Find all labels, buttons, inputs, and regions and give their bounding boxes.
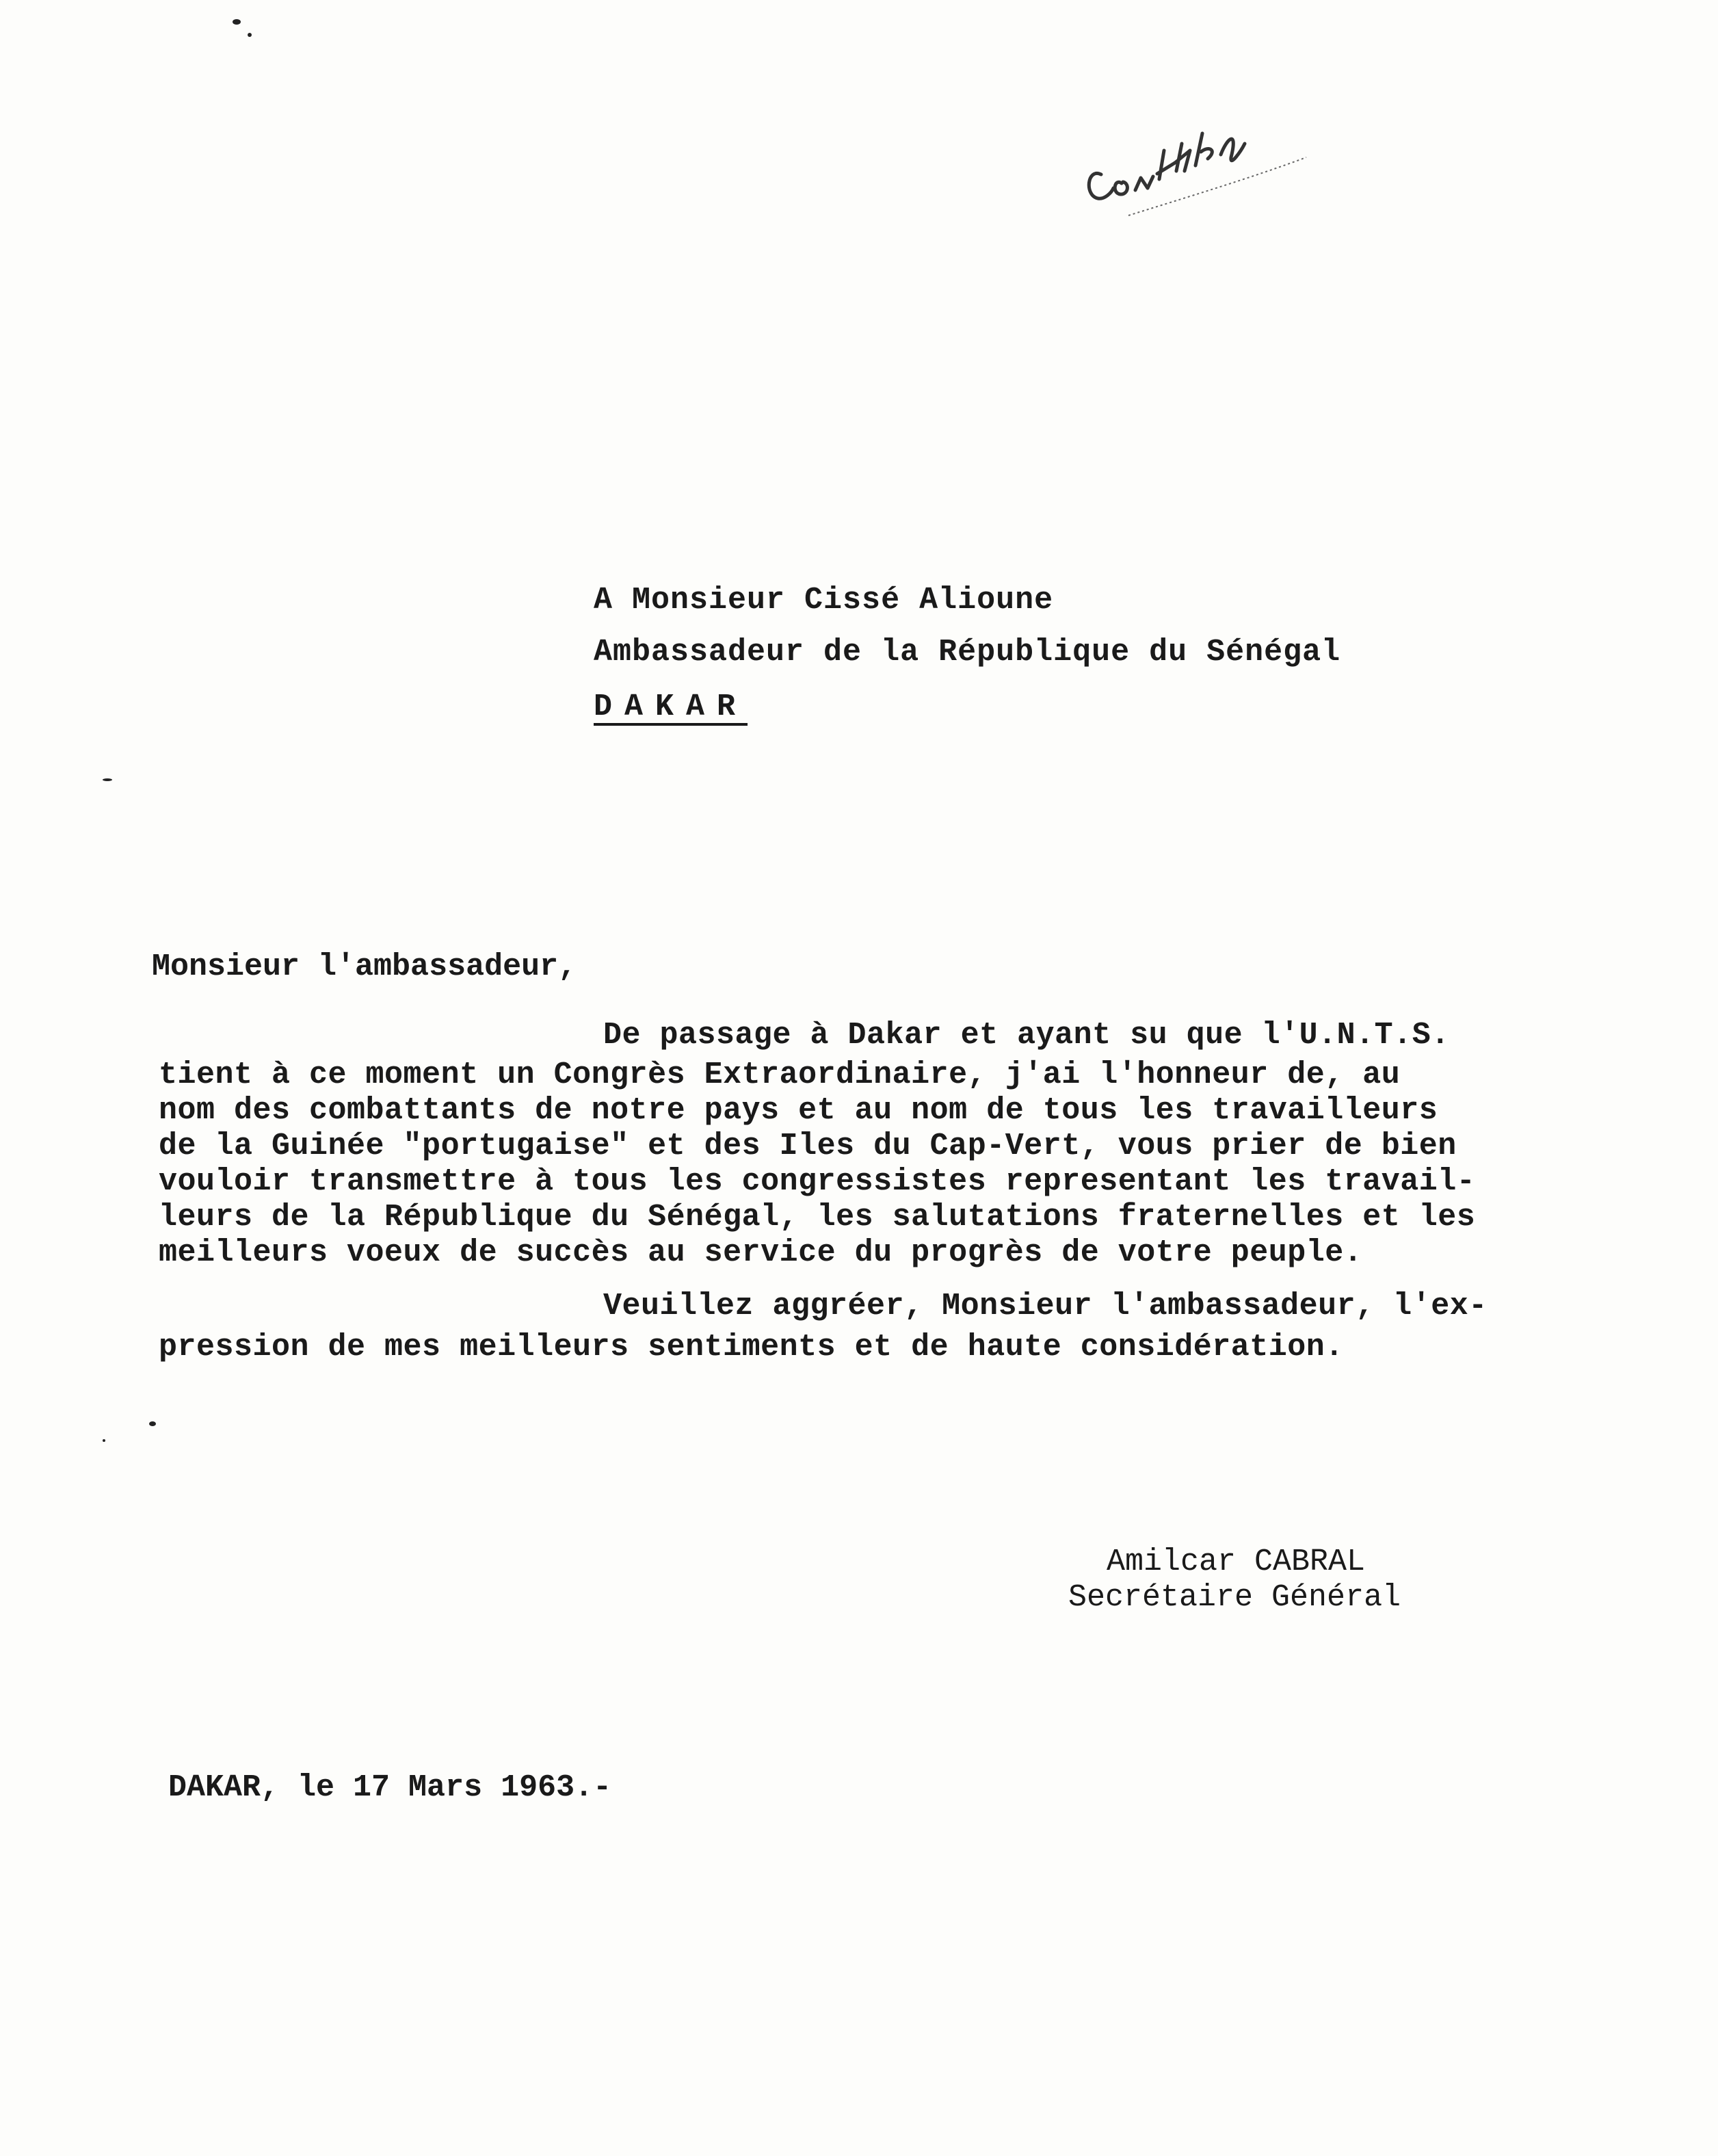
body-line: leurs de la République du Sénégal, les salutations fraternelles et les xyxy=(159,1200,1476,1235)
recipient-name: A Monsieur Cissé Alioune xyxy=(594,583,1054,618)
body-line: nom des combattants de notre pays et au nom de tous les travailleurs xyxy=(159,1093,1438,1128)
scan-speck xyxy=(233,19,241,25)
signature-name: Amilcar CABRAL xyxy=(1107,1544,1366,1579)
recipient-title: Ambassadeur de la République du Sénégal xyxy=(594,635,1341,670)
scan-speck xyxy=(103,1439,105,1442)
dateline: DAKAR, le 17 Mars 1963.- xyxy=(168,1770,612,1805)
handwritten-annotation xyxy=(1074,103,1320,233)
salutation: Monsieur l'ambassadeur, xyxy=(152,949,577,984)
scan-speck xyxy=(149,1421,156,1426)
body-line: de la Guinée "portugaise" et des Iles du Cap-Vert, vous prier de bien xyxy=(159,1129,1457,1164)
body-line: De passage à Dakar et ayant su que l'U.N.T.S. xyxy=(603,1018,1450,1053)
body-line: meilleurs voeux de succès au service du progrès de votre peuple. xyxy=(159,1235,1363,1270)
body-line: Veuillez aggréer, Monsieur l'ambassadeur, l'ex- xyxy=(603,1289,1488,1324)
scan-speck xyxy=(103,778,112,781)
scan-speck xyxy=(248,33,252,37)
body-line: tient à ce moment un Congrès Extraordinaire, j'ai l'honneur de, au xyxy=(159,1057,1401,1092)
signature-title: Secrétaire Général xyxy=(1068,1580,1401,1615)
recipient-city: DAKAR xyxy=(594,689,748,724)
body-line: pression de mes meilleurs sentiments et de haute considération. xyxy=(159,1330,1344,1365)
body-line: vouloir transmettre à tous les congressistes representant les travail- xyxy=(159,1164,1476,1199)
handwritten-conakry-scribble xyxy=(1074,103,1320,233)
